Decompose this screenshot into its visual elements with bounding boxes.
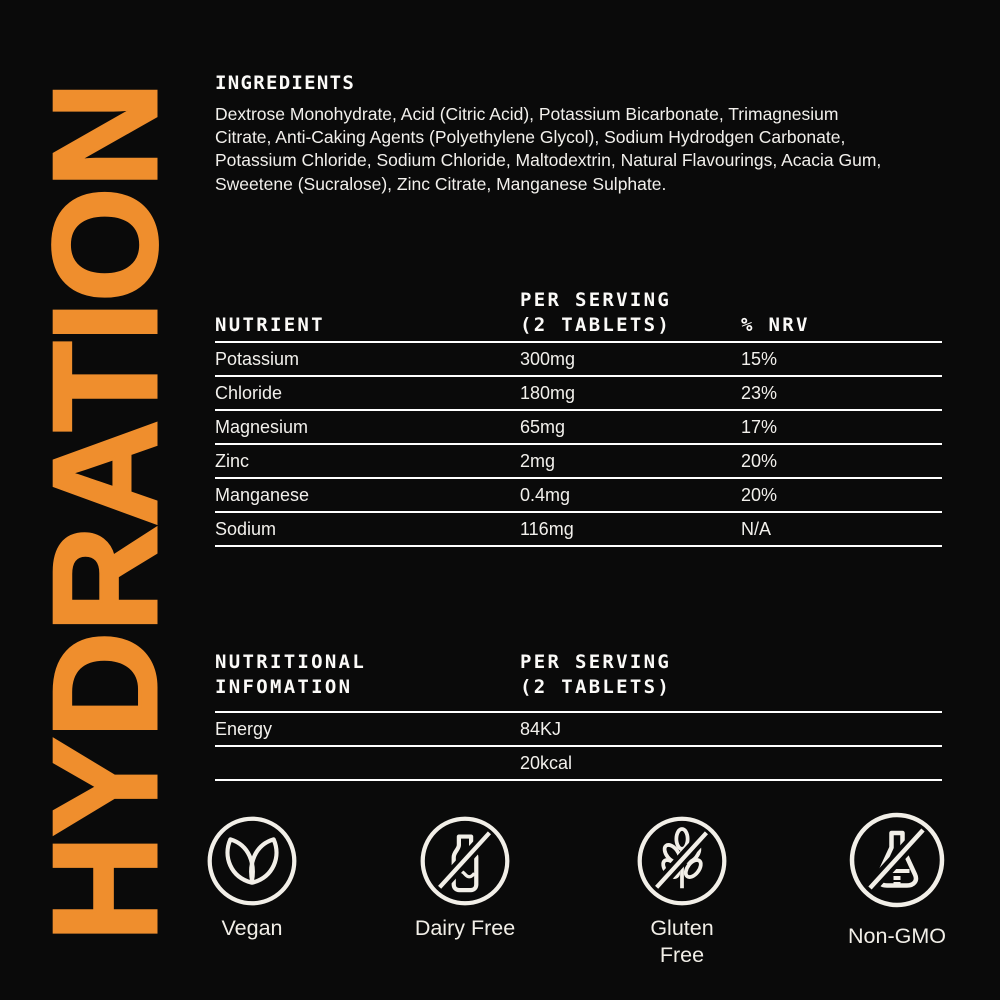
nutrient-amount: 0.4mg — [520, 484, 571, 505]
wheat-crossed-icon — [635, 814, 729, 908]
nutrient-amount: 2mg — [520, 450, 556, 471]
ingredients-line: Dextrose Monohydrate, Acid (Citric Acid), Potassium Bicarbonate, Trimagnesium — [215, 104, 839, 124]
badge-label: Gluten Free — [650, 916, 714, 967]
nutrient-amount: 300mg — [520, 348, 576, 369]
header-per-serving: PER SERVING (2 TABLETS) — [520, 651, 672, 698]
table-row — [215, 411, 942, 445]
product-name-vertical: HYDRATION — [23, 82, 188, 942]
nutrient-nrv: 17% — [741, 416, 778, 437]
ingredients-title: INGREDIENTS — [215, 72, 356, 94]
header-nutrient: NUTRIENT — [215, 314, 325, 336]
badge-dairy-free — [380, 814, 550, 942]
nutrient-nrv: N/A — [741, 518, 772, 539]
table-row — [215, 513, 942, 547]
table-row — [215, 445, 942, 479]
nutrient-table — [215, 288, 942, 547]
flask-crossed-icon — [847, 810, 947, 910]
nutrient-name: Magnesium — [215, 416, 309, 437]
badge-label: Non-GMO — [848, 924, 946, 948]
nutrient-name: Chloride — [215, 382, 283, 403]
badge-non-gmo — [812, 810, 982, 950]
nutrient-name: Manganese — [215, 484, 310, 505]
milk-bottle-crossed-icon — [418, 814, 512, 908]
ingredients-section — [215, 72, 965, 196]
badge-label: Dairy Free — [414, 916, 516, 940]
ingredients-text — [215, 103, 965, 196]
nutrition-value: 84KJ — [520, 718, 562, 739]
nutrition-info-header — [215, 650, 942, 713]
nutrient-amount: 116mg — [520, 518, 574, 539]
leaf-icon — [205, 814, 299, 908]
table-row — [215, 377, 942, 411]
table-row — [215, 343, 942, 377]
badge-vegan — [167, 814, 337, 942]
nutrient-amount: 65mg — [520, 416, 566, 437]
nutrition-info-table — [215, 650, 942, 781]
nutrient-name: Sodium — [215, 518, 277, 539]
header-nutritional-information: NUTRITIONAL INFOMATION — [215, 651, 367, 698]
ingredients-line: Potassium Chloride, Sodium Chloride, Maltodextrin, Natural Flavourings, Acacia Gum, — [215, 150, 882, 171]
nutrition-label: Energy — [215, 718, 273, 739]
table-row — [215, 479, 942, 513]
nutrition-value: 20kcal — [520, 752, 573, 773]
ingredients-line: Sweetene (Sucralose), Zinc Citrate, Manganese Sulphate. — [215, 173, 667, 194]
table-row — [215, 747, 942, 781]
nutrient-name: Potassium — [215, 348, 300, 369]
header-nrv: % NRV — [741, 314, 810, 336]
nutrient-nrv: 15% — [741, 348, 778, 369]
table-row — [215, 713, 942, 747]
nutrient-nrv: 23% — [741, 382, 778, 403]
nutrient-nrv: 20% — [741, 484, 778, 505]
header-per-serving: PER SERVING (2 TABLETS) — [520, 289, 672, 336]
nutrient-table-header — [215, 288, 942, 343]
nutrient-amount: 180mg — [520, 382, 576, 403]
badge-gluten-free — [597, 814, 767, 969]
ingredients-line: Citrate, Anti-Caking Agents (Polyethylene Glycol), Sodium Hydrodgen Carbonate, — [215, 127, 846, 148]
badge-label: Vegan — [221, 916, 283, 940]
nutrient-nrv: 20% — [741, 450, 778, 471]
nutrient-name: Zinc — [215, 450, 250, 471]
